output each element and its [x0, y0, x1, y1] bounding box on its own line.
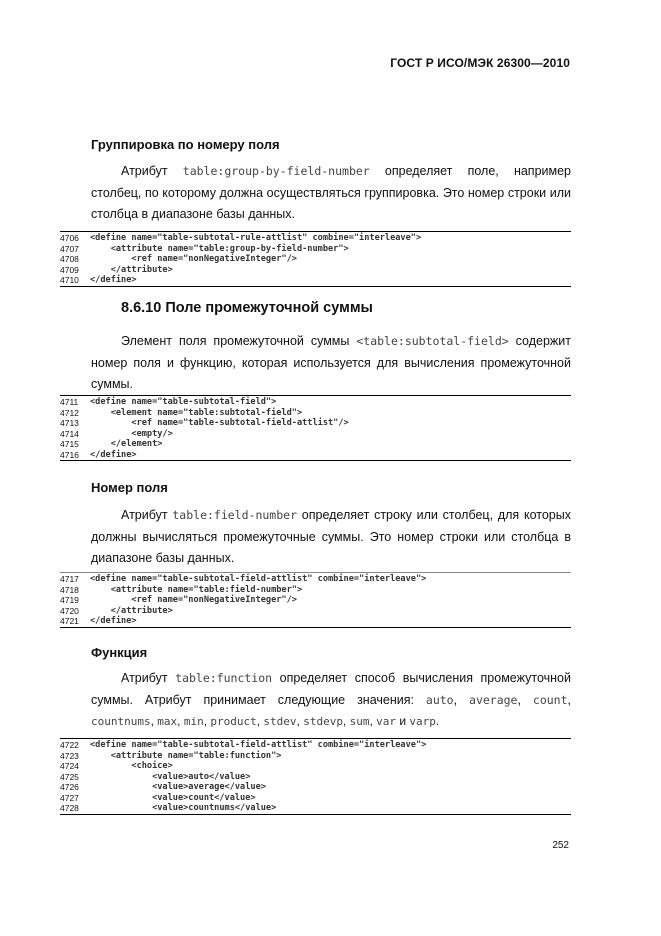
code-term: <table:subtotal-field> [356, 334, 509, 348]
code-term: table:field-number [172, 508, 297, 522]
code-line: 4717 <define name="table-subtotal-field-attlist" combine="interleave"> [60, 574, 427, 584]
code-line: 4710 </define> [60, 275, 137, 285]
paragraph-subtotal-field [91, 331, 571, 396]
code-lines [60, 232, 571, 287]
para-text: определяет поле, например столбец, по которому должна осуществляться группировка. Это номер строки или столбца в диапазоне базы данных. [91, 164, 571, 221]
code-line: 4721 </define> [60, 616, 137, 626]
para-text: Элемент поля промежуточной суммы [121, 334, 357, 348]
code-term: table:group-by-field-number [182, 164, 370, 178]
code-line: 4720 </attribute> [60, 605, 173, 616]
code-block-4717 [60, 572, 571, 628]
para-text: содержит номер поля и функцию, которая используется для вычисления промежуточной суммы. [91, 334, 571, 391]
para-line: суммы. Атрибут принимает следующие значения: auto, average, count, [91, 692, 571, 707]
paragraph-field-number [91, 505, 571, 570]
para-line: Атрибут table:function определяет способ вычисления промежуточной [121, 671, 571, 685]
code-line: 4714 <empty/> [60, 428, 173, 439]
code-lines [60, 739, 571, 815]
code-line: 4712 <element name="table:subtotal-field"> [60, 407, 303, 418]
code-line: 4711 <define name="table-subtotal-field"> [60, 397, 277, 407]
code-line: 4707 <attribute name="table:group-by-field-number"> [60, 243, 349, 254]
code-line: 4719 <ref name="nonNegativeInteger"/> [60, 595, 297, 605]
paragraph-grouping [91, 161, 571, 226]
code-line: 4706 <define name="table-subtotal-rule-attlist" combine="interleave"> [60, 233, 422, 243]
code-line: 4726 <value>average</value> [60, 782, 266, 792]
code-block-4711 [60, 395, 571, 461]
code-line: 4716 </define> [60, 449, 137, 460]
code-block-4722 [60, 738, 571, 815]
code-line: 4728 <value>countnums</value> [60, 803, 277, 813]
code-lines [60, 573, 571, 628]
code-line: 4727 <value>count</value> [60, 792, 256, 803]
code-line: 4709 </attribute> [60, 264, 173, 275]
para-text: Атрибут [121, 508, 173, 522]
section-heading-function: Функция [91, 645, 148, 660]
para-text: Атрибут [121, 164, 183, 178]
para-text: определяет строку или столбец, для которых должны вычисляться промежуточные суммы. Это номер строки или столбца в диапазоне базы данных. [91, 508, 571, 565]
code-line: 4722 <define name="table-subtotal-field-attlist" combine="interleave"> [60, 740, 427, 750]
code-line: 4715 </element> [60, 439, 163, 449]
paragraph-function [91, 668, 571, 733]
code-line: 4725 <value>auto</value> [60, 771, 251, 782]
code-lines [60, 396, 571, 461]
section-heading-field-number: Номер поля [91, 480, 168, 495]
code-line: 4713 <ref name="table-subtotal-field-attlist"/> [60, 418, 349, 428]
code-line: 4718 <attribute name="table:field-number"> [60, 584, 303, 595]
code-block-4706 [60, 231, 571, 287]
page-number: 252 [552, 840, 569, 851]
code-line: 4724 <choice> [60, 761, 173, 771]
para-line: countnums, max, min, product, stdev, stdevp, sum, var и varp. [91, 714, 440, 728]
section-heading-8-6-10: 8.6.10 Поле промежуточной суммы [121, 300, 373, 316]
code-line: 4708 <ref name="nonNegativeInteger"/> [60, 254, 297, 264]
document-header: ГОСТ Р ИСО/МЭК 26300—2010 [390, 56, 570, 70]
code-line: 4723 <attribute name="table:function"> [60, 750, 282, 761]
section-heading-grouping: Группировка по номеру поля [91, 137, 280, 152]
